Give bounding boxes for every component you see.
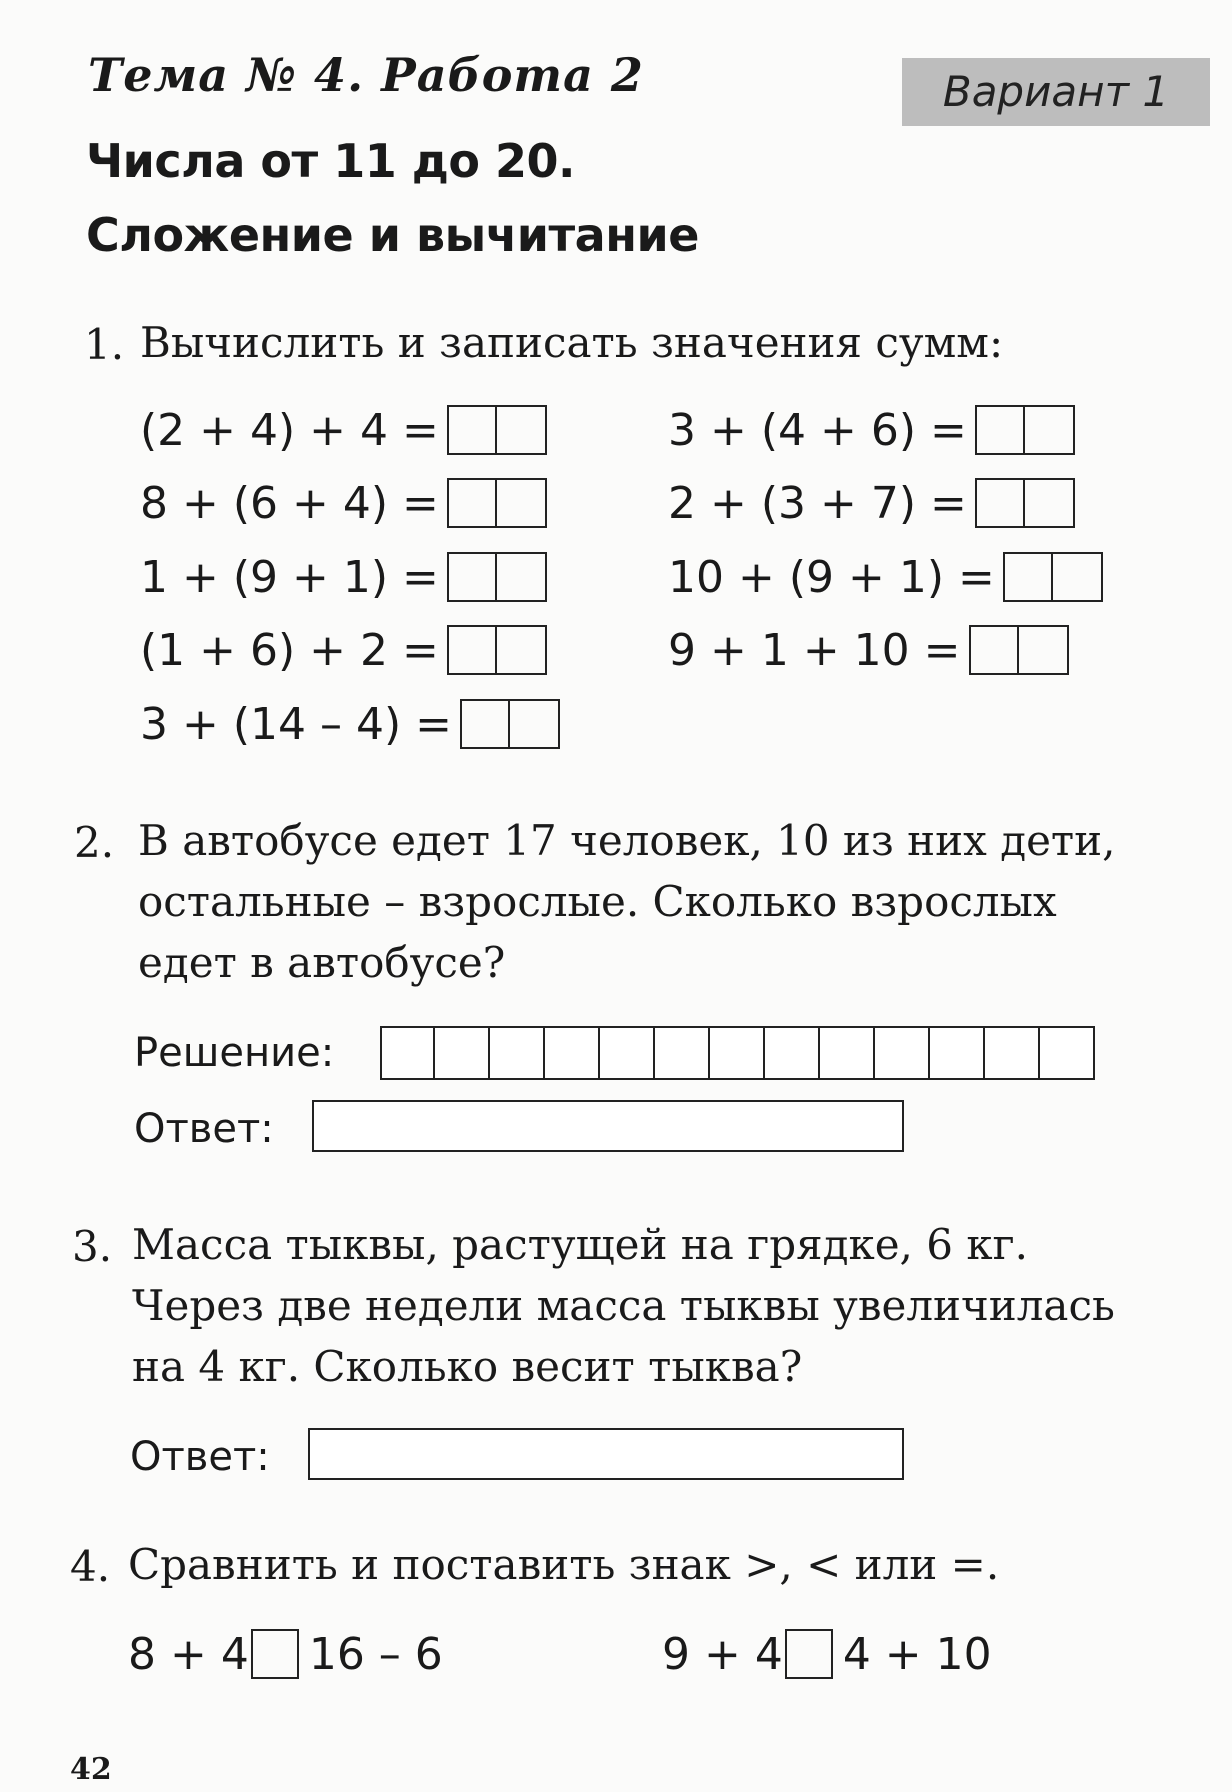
task1-expr-row xyxy=(668,620,1069,680)
answer-label: Ответ: xyxy=(130,1434,270,1480)
page-title-line1: Числа от 11 до 20. xyxy=(86,134,575,188)
expression: (1 + 6) + 2 = xyxy=(140,624,439,676)
task2-number: 2. xyxy=(74,818,115,867)
answer-cells[interactable] xyxy=(447,625,547,675)
answer-cells[interactable] xyxy=(447,478,547,528)
compare-left: 9 + 4 xyxy=(662,1628,783,1680)
answer-cells[interactable] xyxy=(969,625,1069,675)
task1-expr-row xyxy=(668,400,1075,460)
sign-box[interactable] xyxy=(785,1629,833,1679)
task1-expr-row xyxy=(140,400,547,460)
answer-field[interactable] xyxy=(312,1100,904,1152)
answer-cells[interactable] xyxy=(447,405,547,455)
task1-expr-row xyxy=(668,547,1103,607)
task1-expr-row xyxy=(140,473,547,533)
answer-label: Ответ: xyxy=(134,1106,274,1152)
expression: 10 + (9 + 1) = xyxy=(668,551,995,603)
task3-line: на 4 кг. Сколько весит тыква? xyxy=(132,1342,803,1391)
task3-line: Через две недели масса тыквы увеличилась xyxy=(132,1281,1115,1330)
task1-expr-row xyxy=(140,620,547,680)
answer-cells[interactable] xyxy=(460,699,560,749)
solution-grid[interactable] xyxy=(380,1026,1095,1080)
variant-badge: Вариант 1 xyxy=(902,58,1210,126)
task1-text: Вычислить и записать значения сумм: xyxy=(140,318,1004,367)
task2-line: В автобусе едет 17 человек, 10 из них дети, xyxy=(138,816,1116,865)
answer-cells[interactable] xyxy=(447,552,547,602)
compare-row xyxy=(662,1624,992,1684)
task3-number: 3. xyxy=(72,1222,113,1271)
compare-right: 16 – 6 xyxy=(308,1628,443,1680)
answer-cells[interactable] xyxy=(975,405,1075,455)
compare-left: 8 + 4 xyxy=(128,1628,249,1680)
task1-expr-row xyxy=(140,547,547,607)
task1-expr-row xyxy=(668,473,1075,533)
answer-field[interactable] xyxy=(308,1428,904,1480)
expression: (2 + 4) + 4 = xyxy=(140,404,439,456)
page-number: 42 xyxy=(70,1752,112,1787)
compare-right: 4 + 10 xyxy=(842,1628,992,1680)
answer-cells[interactable] xyxy=(975,478,1075,528)
expression: 2 + (3 + 7) = xyxy=(668,477,967,529)
task4-number: 4. xyxy=(70,1542,111,1591)
task1-expr-row xyxy=(140,694,560,754)
task2-line: остальные – взрослые. Сколько взрослых xyxy=(138,877,1057,926)
expression: 8 + (6 + 4) = xyxy=(140,477,439,529)
task1-number: 1. xyxy=(84,320,125,369)
expression: 9 + 1 + 10 = xyxy=(668,624,961,676)
task2-line: едет в автобусе? xyxy=(138,938,506,987)
compare-row xyxy=(128,1624,443,1684)
page-title-line2: Сложение и вычитание xyxy=(86,208,699,262)
solution-label: Решение: xyxy=(134,1030,335,1076)
task3-line: Масса тыквы, растущей на грядке, 6 кг. xyxy=(132,1220,1028,1269)
topic-title: Тема № 4. Работа 2 xyxy=(88,48,644,102)
task4-text: Сравнить и поставить знак >, < или =. xyxy=(128,1540,1000,1589)
expression: 3 + (14 – 4) = xyxy=(140,698,452,750)
expression: 3 + (4 + 6) = xyxy=(668,404,967,456)
answer-cells[interactable] xyxy=(1003,552,1103,602)
sign-box[interactable] xyxy=(251,1629,299,1679)
expression: 1 + (9 + 1) = xyxy=(140,551,439,603)
